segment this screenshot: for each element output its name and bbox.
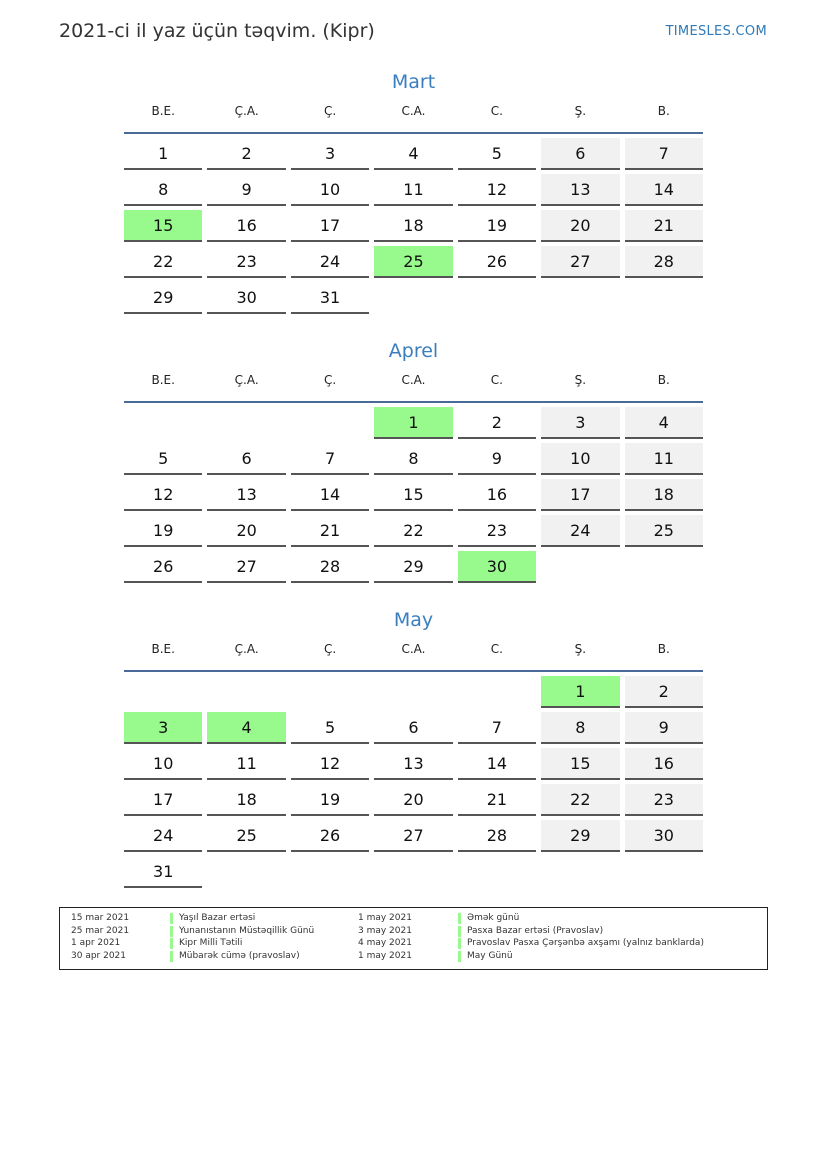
day-cell: 12 [291,748,369,780]
holiday-legend [59,907,768,970]
holiday-day-cell: 4 [207,712,285,744]
holiday-day-cell: 1 [374,407,452,439]
day-cell: 2 [458,407,536,439]
day-cell: 25 [207,820,285,852]
day-cell: 14 [625,174,703,206]
month-name: Aprel [388,340,439,362]
day-cell: 17 [124,784,202,816]
weekday-label: C. [490,642,503,656]
holiday-day-cell: 3 [124,712,202,744]
day-cell: 28 [625,246,703,278]
day-cell: 19 [291,784,369,816]
weekday-label: B.E. [151,373,175,387]
weekday-label: Ş. [574,642,587,656]
weekday-label: B. [657,104,670,118]
day-cell: 18 [625,479,703,511]
page-title: 2021-ci il yaz üçün təqvim. (Kipr) [59,20,375,42]
day-cell: 15 [374,479,452,511]
day-cell: 9 [458,443,536,475]
day-cell: 5 [458,138,536,170]
day-cell: 6 [374,712,452,744]
day-cell: 11 [625,443,703,475]
empty-day-cell [374,856,452,886]
day-cell: 6 [207,443,285,475]
day-cell: 28 [458,820,536,852]
day-cell: 18 [207,784,285,816]
day-cell: 31 [124,856,202,888]
month-block [124,68,703,318]
weekday-label: C. [490,373,503,387]
week-row [124,856,703,888]
day-cell: 20 [374,784,452,816]
week-row [124,676,703,708]
week-row [124,515,703,547]
empty-day-cell [374,676,452,706]
weekday-label: Ş. [574,373,587,387]
week-row [124,479,703,511]
empty-day-cell [207,676,285,706]
legend-date: 4 may 2021 [358,938,412,948]
day-cell: 8 [374,443,452,475]
weekday-header [124,642,703,666]
empty-day-cell [124,676,202,706]
empty-day-cell [207,856,285,886]
week-row [124,174,703,206]
day-cell: 23 [207,246,285,278]
legend-date: 15 mar 2021 [71,913,130,923]
day-cell: 1 [124,138,202,170]
month-block [124,606,703,892]
weekday-label: B. [657,642,670,656]
day-cell: 29 [541,820,619,852]
day-cell: 22 [124,246,202,278]
day-cell: 16 [458,479,536,511]
holiday-day-cell: 15 [124,210,202,242]
week-row [124,551,703,583]
legend-holiday-name: Yunanıstanın Müstəqillik Günü [170,926,314,937]
legend-date: 30 apr 2021 [71,950,127,961]
day-cell: 21 [458,784,536,816]
holiday-day-cell: 1 [541,676,619,708]
day-cell: 14 [291,479,369,511]
day-cell: 10 [124,748,202,780]
day-cell: 19 [458,210,536,242]
day-cell: 22 [541,784,619,816]
day-cell: 8 [124,174,202,206]
week-row [124,210,703,242]
day-cell: 23 [625,784,703,816]
header-divider [124,132,703,134]
week-row [124,246,703,278]
day-cell: 21 [625,210,703,242]
day-cell: 7 [458,712,536,744]
day-cell: 24 [124,820,202,852]
empty-day-cell [625,282,703,312]
weekday-label: Ç.A. [234,373,259,387]
empty-day-cell [458,282,536,312]
legend-date: 25 mar 2021 [71,925,130,936]
weekday-label: C.A. [401,642,426,656]
legend-holiday-name: Yaşıl Bazar ertəsi [170,913,255,924]
day-cell: 9 [625,712,703,744]
empty-day-cell [374,282,452,312]
day-cell: 25 [625,515,703,547]
day-cell: 27 [541,246,619,278]
legend-holiday-name: Kipr Milli Tətili [170,938,242,949]
day-cell: 22 [374,515,452,547]
day-cell: 12 [458,174,536,206]
day-cell: 20 [541,210,619,242]
month-name: May [393,609,434,631]
weekday-label: Ç. [323,642,337,656]
day-cell: 13 [374,748,452,780]
day-cell: 27 [374,820,452,852]
day-cell: 27 [207,551,285,583]
day-cell: 24 [291,246,369,278]
day-cell: 2 [207,138,285,170]
day-cell: 18 [374,210,452,242]
empty-day-cell [458,676,536,706]
month-name: Mart [391,71,436,93]
day-cell: 28 [291,551,369,583]
weekday-label: Ç.A. [234,642,259,656]
day-cell: 5 [291,712,369,744]
week-row [124,784,703,816]
day-cell: 29 [374,551,452,583]
legend-date: 1 apr 2021 [71,938,121,948]
day-cell: 6 [541,138,619,170]
day-cell: 30 [207,282,285,314]
holiday-day-cell: 25 [374,246,452,278]
empty-day-cell [458,856,536,886]
day-cell: 10 [291,174,369,206]
month-block [124,337,703,587]
header-divider [124,670,703,672]
day-cell: 24 [541,515,619,547]
weekday-header [124,373,703,397]
day-cell: 13 [541,174,619,206]
weekday-label: Ç. [323,104,337,118]
week-row [124,712,703,744]
legend-holiday-name: Pasxa Bazar ertəsi (Pravoslav) [458,926,603,937]
day-cell: 7 [291,443,369,475]
empty-day-cell [625,551,703,581]
day-cell: 5 [124,443,202,475]
weekday-label: Ç. [323,373,337,387]
empty-day-cell [541,282,619,312]
day-cell: 20 [207,515,285,547]
day-cell: 4 [374,138,452,170]
day-cell: 16 [625,748,703,780]
day-cell: 9 [207,174,285,206]
weekday-label: Ç.A. [234,104,259,118]
day-cell: 4 [625,407,703,439]
week-row [124,748,703,780]
weekday-label: Ş. [574,104,587,118]
day-cell: 14 [458,748,536,780]
legend-date: 1 may 2021 [358,950,412,961]
day-cell: 11 [207,748,285,780]
weekday-label: B. [657,373,670,387]
day-cell: 26 [458,246,536,278]
day-cell: 3 [541,407,619,439]
day-cell: 3 [291,138,369,170]
day-cell: 21 [291,515,369,547]
day-cell: 19 [124,515,202,547]
legend-holiday-name: Mübarək cümə (pravoslav) [170,951,300,962]
empty-day-cell [541,551,619,581]
weekday-label: B.E. [151,104,175,118]
legend-holiday-name: Əmək günü [458,913,519,924]
header-divider [124,401,703,403]
weekday-label: C.A. [401,373,426,387]
empty-day-cell [291,407,369,437]
day-cell: 17 [541,479,619,511]
week-row [124,407,703,439]
day-cell: 17 [291,210,369,242]
empty-day-cell [291,676,369,706]
day-cell: 23 [458,515,536,547]
week-row [124,820,703,852]
empty-day-cell [625,856,703,886]
day-cell: 16 [207,210,285,242]
week-row [124,443,703,475]
brand-link[interactable]: TIMESLES.COM [665,24,767,39]
day-cell: 11 [374,174,452,206]
day-cell: 12 [124,479,202,511]
empty-day-cell [291,856,369,886]
day-cell: 13 [207,479,285,511]
holiday-day-cell: 30 [458,551,536,583]
legend-date: 3 may 2021 [358,925,412,936]
empty-day-cell [207,407,285,437]
week-row [124,282,703,314]
day-cell: 2 [625,676,703,708]
legend-date: 1 may 2021 [358,913,412,923]
day-cell: 31 [291,282,369,314]
day-cell: 7 [625,138,703,170]
empty-day-cell [541,856,619,886]
weekday-label: C. [490,104,503,118]
empty-day-cell [124,407,202,437]
day-cell: 26 [291,820,369,852]
weekday-label: C.A. [401,104,426,118]
day-cell: 29 [124,282,202,314]
day-cell: 10 [541,443,619,475]
day-cell: 15 [541,748,619,780]
day-cell: 8 [541,712,619,744]
weekday-header [124,104,703,128]
week-row [124,138,703,170]
weekday-label: B.E. [151,642,175,656]
legend-holiday-name: Pravoslav Pasxa Çərşənbə axşamı (yalnız banklarda) [458,938,704,949]
day-cell: 26 [124,551,202,583]
legend-holiday-name: May Günü [458,951,513,962]
day-cell: 30 [625,820,703,852]
